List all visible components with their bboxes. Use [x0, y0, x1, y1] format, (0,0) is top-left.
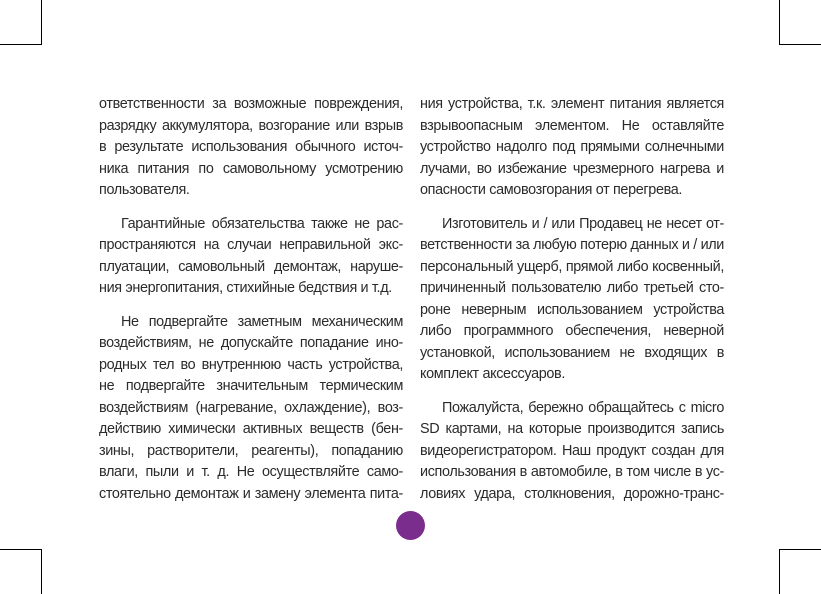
crop-mark-top-left-horizontal [0, 44, 41, 45]
text-line: разрядку аккумулятора, возгорание или взрыв [99, 117, 403, 134]
text-line: устройство надолго под прямыми солнечными [420, 139, 724, 155]
text-line: не подвергайте значительным термическим [99, 378, 403, 394]
text-line: SD картами, на которые производится запись [420, 421, 724, 437]
paragraph [420, 214, 724, 386]
paragraph-gap [420, 202, 724, 214]
crop-mark-top-right-horizontal [780, 44, 821, 45]
paragraph [420, 94, 724, 202]
text-line: ветственности за любую потерю данных и / или [420, 237, 724, 253]
text-line: в результате использования обычного источ- [99, 139, 403, 155]
left-text-column [99, 94, 403, 505]
crop-mark-bottom-right-vertical [779, 549, 780, 594]
paragraph [99, 214, 403, 300]
text-line: зины, растворители, реагенты), попаданию [99, 442, 403, 459]
text-line: ловиях удара, столкновения, дорожно-транс- [420, 485, 724, 502]
text-line: стоятельно демонтаж и замену элемента пита- [99, 485, 403, 502]
text-line: воздействиям (нагревание, охлаждение), воз- [99, 399, 403, 416]
paragraph-gap [99, 300, 403, 312]
text-line: Не подвергайте заметным механическим [121, 313, 403, 330]
text-line: влаги, пыли и т. д. Не осуществляйте само- [99, 464, 403, 480]
text-line: ния энергопитания, стихийные бедствия и т.д. [99, 280, 392, 296]
crop-mark-bottom-left-horizontal [0, 549, 41, 550]
crop-mark-top-right-vertical [779, 0, 780, 45]
text-line: Гарантийные обязательства также не рас- [121, 215, 403, 232]
text-line: ния устройства, т.к. элемент питания является [420, 96, 724, 112]
text-line: опасности самовозгорания от перегрева. [420, 182, 683, 198]
text-line: роне неверным использованием устройства [420, 301, 724, 318]
text-line: Пожалуйста, бережно обращайтесь с micro [442, 399, 724, 416]
text-line: использования в автомобиле, в том числе в ус- [420, 464, 724, 480]
crop-mark-bottom-right-horizontal [780, 549, 821, 550]
text-line: воздействиям, не допускайте попадание ино- [99, 335, 403, 351]
text-line: лучами, во избежание чрезмерного нагрева и [420, 160, 724, 177]
right-text-column [420, 94, 724, 505]
paragraph [99, 312, 403, 506]
text-line: Изготовитель и / или Продавец не несет от- [442, 215, 724, 232]
paragraph [420, 398, 724, 506]
text-line: видеорегистратором. Наш продукт создан для [420, 442, 724, 459]
page-number-badge [396, 511, 425, 540]
text-line: родных тел во внутреннюю часть устройства, [99, 356, 403, 373]
text-line: либо программного обеспечения, неверной [420, 323, 724, 339]
paragraph [99, 94, 403, 202]
paragraph-gap [99, 202, 403, 214]
text-line: пользователя. [99, 182, 190, 198]
text-line: комплект аксессуаров. [420, 366, 565, 382]
paragraph-gap [420, 386, 724, 398]
text-line: пространяются на случаи неправильной экс- [99, 237, 403, 253]
text-line: ответственности за возможные повреждения, [99, 96, 403, 112]
text-line: действию химически активных веществ (бен- [99, 421, 403, 437]
text-line: персональный ущерб, прямой либо косвенный, [420, 258, 724, 275]
crop-mark-bottom-left-vertical [41, 549, 42, 594]
text-line: установкой, использованием не входящих в [420, 344, 724, 361]
text-line: ника питания по самовольному усмотрению [99, 160, 403, 177]
crop-mark-top-left-vertical [41, 0, 42, 45]
text-line: взрывоопасным элементом. Не оставляйте [420, 117, 724, 134]
text-line: причиненный пользователю либо третьей сто- [420, 280, 724, 296]
text-line: плуатации, самовольный демонтаж, наруше- [99, 258, 403, 275]
